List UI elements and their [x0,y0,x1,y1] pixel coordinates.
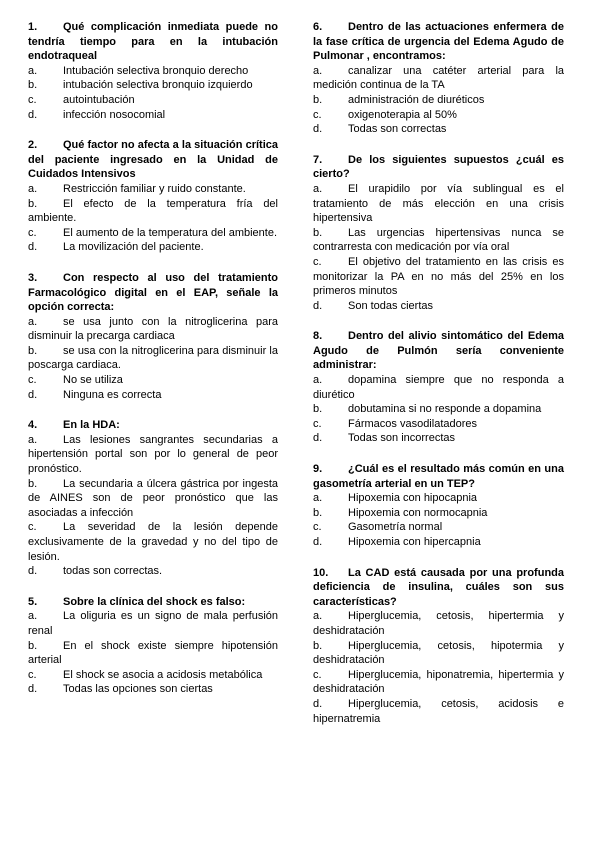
option-letter: c. [313,521,322,534]
option-letter: a. [313,182,323,195]
option-letter: d. [28,241,38,254]
option-text: autointubación [63,93,135,106]
option-text: El shock se asocia a acidosis metabólica [63,668,263,681]
answer-option [313,122,564,137]
option-text: todas son correctas. [63,565,163,578]
answer-option [28,197,278,226]
question-text: Sobre la clínica del shock es falso: [63,595,246,608]
option-letter: b. [313,226,323,239]
answer-option [28,388,278,403]
answer-option [313,373,564,402]
answer-option [28,108,278,123]
option-letter: c. [28,668,37,681]
question-block [28,595,278,697]
question-text: ¿Cuál es el resultado más común en una gasometría arterial en un TEP? [313,463,564,490]
option-letter: d. [313,123,323,136]
option-text: se usa con la nitroglicerina para disminuir la poscarga cardiaca. [28,344,278,372]
question-heading [28,595,278,610]
option-text: intubación selectiva bronquio izquierdo [63,79,253,92]
answer-option [28,477,278,521]
option-text: administración de diuréticos [348,93,485,106]
left-column [28,20,278,713]
option-text: Las urgencias hipertensivas nunca se contrarresta con medicación por vía oral [313,226,564,254]
option-letter: c. [313,255,322,268]
option-letter: b. [313,403,323,416]
option-text: La oliguria es un signo de mala perfusión renal [28,610,278,637]
answer-option [28,64,278,79]
option-letter: a. [313,610,323,623]
option-text: En el shock existe siempre hipotensión arterial [28,639,278,667]
answer-option [313,402,564,417]
question-number: 6. [313,21,323,33]
answer-option [28,639,278,668]
option-letter: b. [28,477,38,490]
question-block [28,271,278,402]
option-letter: c. [28,93,37,106]
option-text: La movilización del paciente. [63,241,204,254]
question-block [313,153,564,314]
answer-option [313,64,564,93]
question-heading [313,566,564,610]
option-letter: c. [313,668,322,681]
option-letter: b. [313,93,323,106]
question-block [28,418,278,579]
option-text: Hipoxemia con normocapnia [348,506,488,519]
option-letter: b. [28,79,38,92]
option-text: Fármacos vasodilatadores [348,417,478,430]
answer-option [28,344,278,373]
option-text: Ninguna es correcta [63,388,162,401]
option-text: No se utiliza [63,374,123,387]
option-letter: d. [313,536,323,548]
option-letter: c. [313,108,322,121]
answer-option [28,240,278,255]
option-letter: b. [28,344,38,357]
answer-option [313,255,564,299]
answer-option [28,78,278,93]
question-heading [28,418,278,433]
option-text: La secundaria a úlcera gástrica por ingesta de AINES son de peor pronóstico que las asociadas a infección [28,477,278,519]
answer-option [28,682,278,697]
answer-option [313,506,564,521]
option-text: Hipoxemia con hipocapnia [348,492,478,505]
option-text: Restricción familiar y ruido constante. [63,182,246,195]
option-text: canalizar una catéter arterial para la medición continua de la TA [313,64,564,92]
option-letter: c. [313,417,322,430]
option-text: Gasometría normal [348,521,443,534]
answer-option [28,609,278,638]
question-block [313,329,564,446]
option-text: Hiperglucemia, cetosis, hipertermia y deshidratación [313,610,564,637]
option-text: Todas son correctas [348,123,447,136]
question-heading [313,20,564,64]
question-text: Con respecto al uso del tratamiento Farmacológico digital en el EAP, señale la opción correcta: [28,271,278,314]
option-letter: d. [313,299,323,312]
option-letter: b. [28,197,38,210]
option-text: oxigenoterapia al 50% [348,108,457,121]
question-number: 9. [313,463,323,476]
question-number: 1. [28,21,38,33]
option-letter: a. [28,182,38,195]
option-letter: d. [28,108,38,121]
question-heading [28,271,278,315]
option-text: Todas son incorrectas [348,432,455,445]
answer-option [313,520,564,535]
option-text: Hiperglucemia, cetosis, acidosis e hipernatremia [313,697,564,725]
question-text: La CAD está causada por una profunda deficiencia de insulina, cuáles son sus características? [313,566,564,608]
answer-option [313,697,564,726]
question-number: 5. [28,595,38,608]
option-letter: d. [28,388,38,401]
option-letter: a. [28,433,38,446]
option-text: Hiperglucemia, cetosis, hipotermia y deshidratación [313,639,564,667]
question-heading [313,329,564,373]
option-letter: d. [28,683,38,696]
option-text: El objetivo del tratamiento en las crisis es monitorizar la PA en no más del 25% en los primeros minutos [313,255,564,298]
question-block [313,462,564,550]
answer-option [313,93,564,108]
option-letter: d. [313,432,323,445]
option-letter: a. [28,64,38,77]
option-text: Hipoxemia con hipercapnia [348,536,481,548]
answer-option [313,609,564,638]
option-letter: b. [313,506,323,519]
option-text: La severidad de la lesión depende exclusivamente de la gravedad y no del tipo de lesión. [28,521,278,563]
question-block [28,138,278,255]
option-letter: a. [313,64,323,77]
option-text: El efecto de la temperatura fría del ambiente. [28,197,278,225]
option-letter: c. [28,521,37,534]
option-letter: b. [28,639,38,652]
question-heading [28,20,278,64]
question-heading [313,462,564,491]
option-text: El aumento de la temperatura del ambiente. [63,226,278,239]
option-text: Son todas ciertas [348,299,433,312]
question-block [313,20,564,137]
option-letter: a. [313,492,323,505]
option-letter: a. [313,374,323,387]
question-block [28,20,278,122]
answer-option [28,433,278,477]
answer-option [313,668,564,697]
answer-option [28,520,278,564]
option-text: dobutamina si no responde a dopamina [348,403,542,416]
question-text: Qué complicación inmediata puede no tendría tiempo para en la intubación endotraqueal [28,21,278,63]
answer-option [313,108,564,123]
question-text: Qué factor no afecta a la situación crítica del paciente ingresado en la Unidad de Cuidados Intensivos [28,139,278,181]
answer-option [313,431,564,446]
question-text: De los siguientes supuestos ¿cuál es cierto? [313,153,564,181]
answer-option [28,668,278,683]
answer-option [313,226,564,255]
option-text: se usa junto con la nitroglicerina para disminuir la precarga cardiaca [28,315,278,343]
answer-option [28,93,278,108]
question-block [313,566,564,727]
answer-option [28,315,278,344]
option-letter: d. [28,565,38,578]
option-text: Las lesiones sangrantes secundarias a hipertensión portal son por lo general de peor pronóstico. [28,433,278,476]
question-text: En la HDA: [63,419,120,432]
answer-option [313,491,564,506]
option-letter: a. [28,315,38,328]
option-letter: a. [28,610,38,623]
option-text: infección nosocomial [63,108,166,121]
option-letter: b. [313,639,323,652]
question-number: 2. [28,139,38,152]
answer-option [28,182,278,197]
right-column [313,20,564,742]
option-letter: c. [28,226,37,239]
answer-option [313,639,564,668]
option-letter: d. [313,697,323,710]
option-text: Hiperglucemia, hiponatremia, hipertermia y deshidratación [313,668,564,696]
answer-option [28,373,278,388]
question-number: 8. [313,330,323,343]
option-text: Intubación selectiva bronquio derecho [63,64,249,77]
option-text: dopamina siempre que no responda a diurético [313,374,564,401]
option-text: El urapidilo por vía sublingual es el tratamiento de más elección en una crisis hipertensiva [313,182,564,225]
question-heading [28,138,278,182]
answer-option [28,226,278,241]
answer-option [28,564,278,579]
question-number: 10. [313,566,329,579]
question-text: Dentro de las actuaciones enfermera de la fase crítica de urgencia del Edema Agudo de Pulmonar , encontramos: [313,21,564,63]
question-number: 3. [28,271,38,284]
question-heading [313,153,564,182]
option-text: Todas las opciones son ciertas [63,683,213,696]
question-text: Dentro del alivio sintomático del Edema Agudo de Pulmón sería conveniente administrar: [313,330,564,372]
question-number: 7. [313,153,323,166]
answer-option [313,535,564,550]
answer-option [313,417,564,432]
option-letter: c. [28,374,37,387]
question-number: 4. [28,419,38,432]
answer-option [313,299,564,314]
answer-option [313,182,564,226]
